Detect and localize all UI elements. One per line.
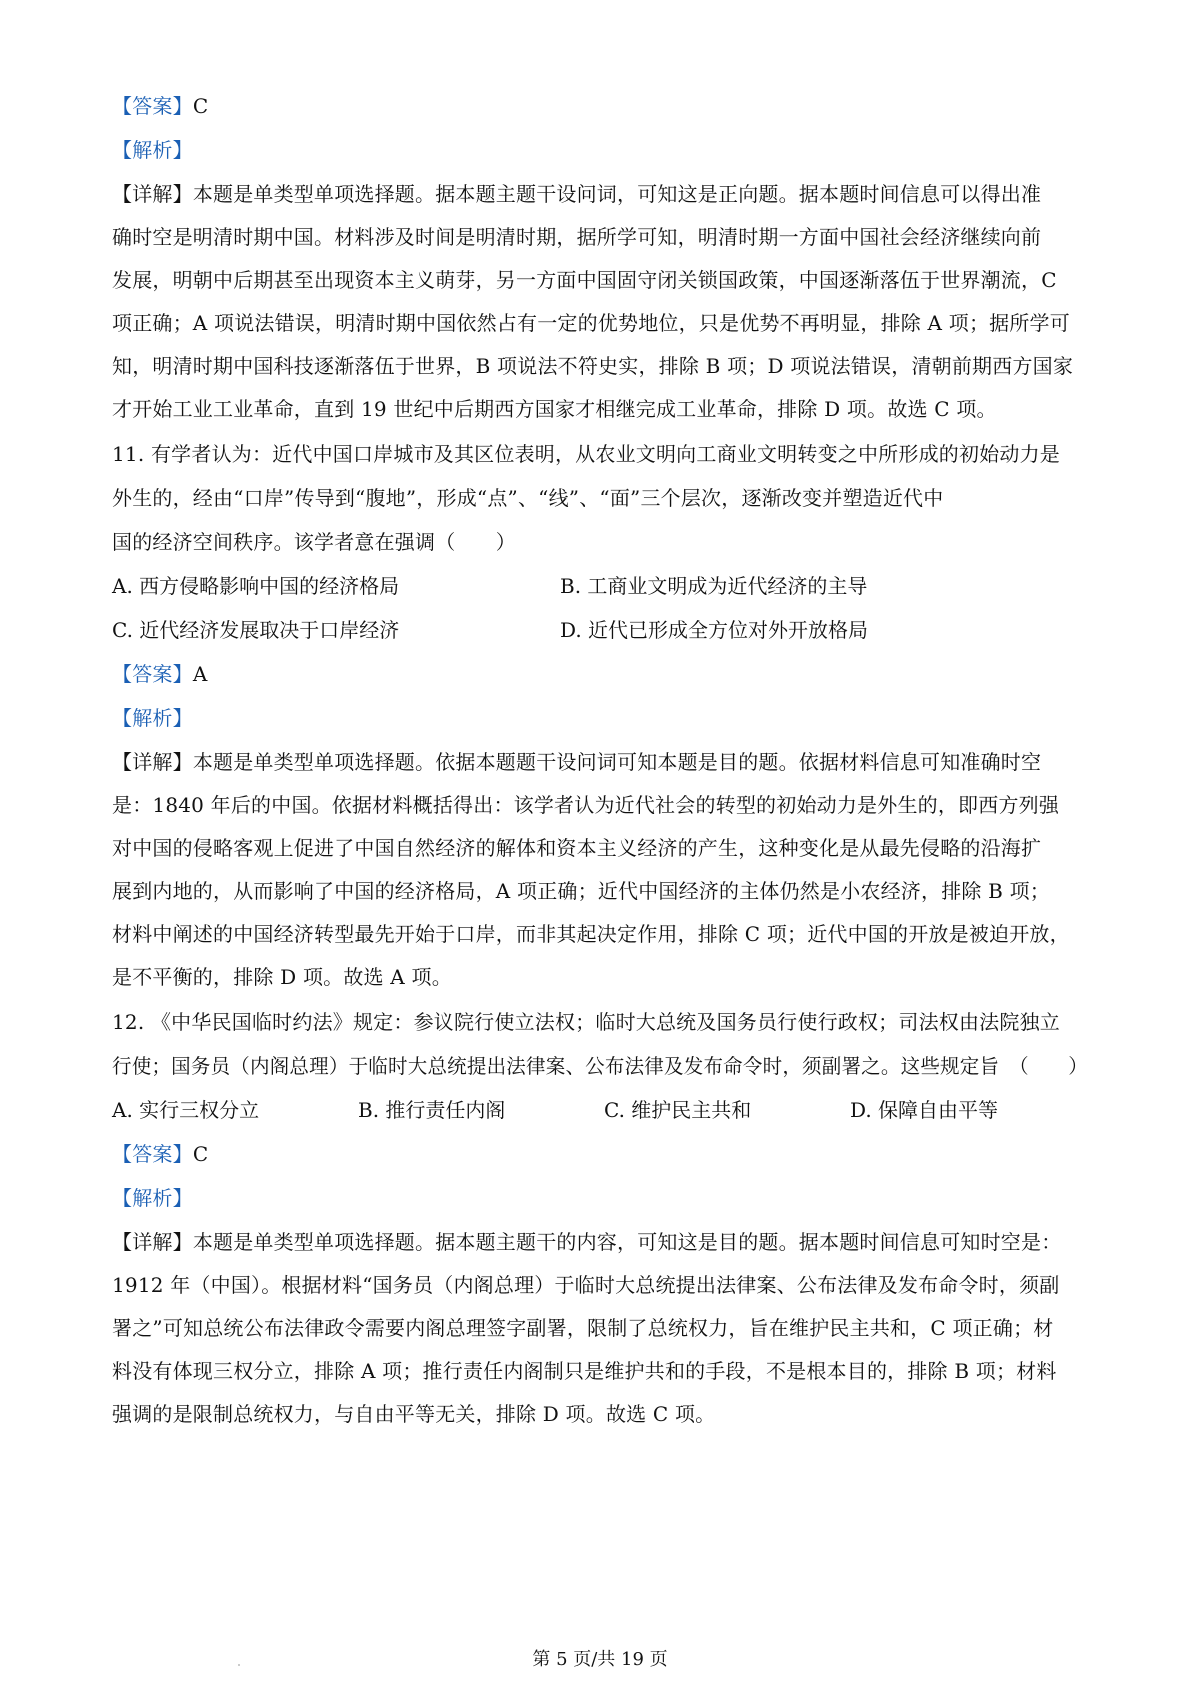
q12-answer-line [112, 1140, 208, 1168]
q10-detail-text: 本题是单类型单项选择题。据本题主题干设问词，可知这是正向题。据本题时间信息可以得出准 [192, 182, 1042, 206]
q12-option-c: C. 维护民主共和 [604, 1098, 752, 1122]
q11-answer-line [112, 660, 207, 688]
q10-detail-line: 确时空是明清时期中国。材料涉及时间是明清时期，据所学可知，明清时期一方面中国社会经济继续向前 [112, 225, 1042, 249]
q12-detail-text: 本题是单类型单项选择题。据本题主题干的内容，可知这是目的题。据本题时间信息可知时空是： [192, 1230, 1062, 1254]
q12-detail-line: 料没有体现三权分立，排除 A 项；推行责任内阁制只是维护共和的手段，不是根本目的，排除 B 项；材料 [112, 1359, 1057, 1383]
q12-option-b: B. 推行责任内阁 [358, 1098, 506, 1122]
detail-tag: 【详解】 [112, 182, 193, 206]
answer-tag: 【答案】 [112, 662, 193, 686]
q12-stem-line: 12. 《中华民国临时约法》规定：参议院行使立法权；临时大总统及国务员行使行政权；司法权由法院独立 [112, 1010, 1060, 1034]
q12-detail-line: 强调的是限制总统权力，与自由平等无关，排除 D 项。故选 C 项。 [112, 1402, 716, 1426]
q11-option-d: D. 近代已形成全方位对外开放格局 [560, 618, 869, 642]
q10-detail-line: 知，明清时期中国科技逐渐落伍于世界，B 项说法不符史实，排除 B 项；D 项说法错误，清朝前期西方国家 [112, 354, 1074, 378]
q11-detail-line: 对中国的侵略客观上促进了中国自然经济的解体和资本主义经济的产生，这种变化是从最先侵略的沿海扩 [112, 836, 1042, 860]
q12-detail-line: 署之”可知总统公布法律政令需要内阁总理签字副署，限制了总统权力，旨在维护民主共和，C 项正确；材 [112, 1316, 1054, 1340]
q11-answer: A [192, 662, 208, 686]
q11-option-b: B. 工商业文明成为近代经济的主导 [560, 574, 868, 598]
q11-stem-line: 国的经济空间秩序。该学者意在强调（ ） [112, 530, 516, 554]
detail-tag: 【详解】 [112, 750, 193, 774]
q12-analysis-tag: 【解析】 [112, 1186, 193, 1210]
q10-detail-line: 发展，明朝中后期甚至出现资本主义萌芽，另一方面中国固守闭关锁国政策，中国逐渐落伍于世界潮流，C [112, 268, 1057, 292]
q12-stem-line: 行使；国务员（内阁总理）于临时大总统提出法律案、公布法律及发布命令时，须副署之。这些规定旨 （ ） [112, 1054, 1088, 1078]
q11-detail-line [112, 748, 1041, 776]
page-number: 第 5 页/共 19 页 [532, 1649, 668, 1670]
q10-analysis-tag: 【解析】 [112, 138, 193, 162]
q10-detail-line: 项正确；A 项说法错误，明清时期中国依然占有一定的优势地位，只是优势不再明显，排除 A 项；据所学可 [112, 311, 1070, 335]
q12-option-a: A. 实行三权分立 [112, 1098, 260, 1122]
q10-detail-line [112, 180, 1041, 208]
q11-detail-line: 是：1840 年后的中国。依据材料概括得出：该学者认为近代社会的转型的初始动力是外生的，即西方列强 [112, 793, 1060, 817]
q10-detail-line: 才开始工业工业革命，直到 19 世纪中后期西方国家才相继完成工业革命，排除 D 项。故选 C 项。 [112, 397, 997, 421]
q11-option-a: A. 西方侵略影响中国的经济格局 [112, 574, 400, 598]
q11-detail-line: 材料中阐述的中国经济转型最先开始于口岸，而非其起决定作用，排除 C 项；近代中国的开放是被迫开放， [112, 922, 1070, 946]
q11-stem-line: 外生的，经由“口岸”传导到“腹地”，形成“点”、“线”、“面”三个层次，逐渐改变并塑造近代中 [112, 486, 944, 510]
q10-answer: C [192, 94, 209, 118]
q11-detail-text: 本题是单类型单项选择题。依据本题题干设问词可知本题是目的题。依据材料信息可知准确时空 [192, 750, 1042, 774]
q12-option-d: D. 保障自由平等 [850, 1098, 999, 1122]
q11-detail-line: 展到内地的，从而影响了中国的经济格局，A 项正确；近代中国经济的主体仍然是小农经济，排除 B 项； [112, 879, 1051, 903]
q12-answer: C [192, 1142, 209, 1166]
answer-tag: 【答案】 [112, 94, 193, 118]
q11-detail-line: 是不平衡的，排除 D 项。故选 A 项。 [112, 965, 452, 989]
q11-analysis-tag: 【解析】 [112, 706, 193, 730]
detail-tag: 【详解】 [112, 1230, 193, 1254]
q11-stem-line: 11. 有学者认为：近代中国口岸城市及其区位表明，从农业文明向工商业文明转变之中所形成的初始动力是 [112, 442, 1060, 466]
answer-tag: 【答案】 [112, 1142, 193, 1166]
q12-detail-line: 1912 年（中国）。根据材料“国务员（内阁总理）于临时大总统提出法律案、公布法律及发布命令时，须副 [112, 1273, 1060, 1297]
q10-answer-line [112, 92, 208, 120]
q11-option-c: C. 近代经济发展取决于口岸经济 [112, 618, 400, 642]
q12-detail-line [112, 1228, 1061, 1256]
